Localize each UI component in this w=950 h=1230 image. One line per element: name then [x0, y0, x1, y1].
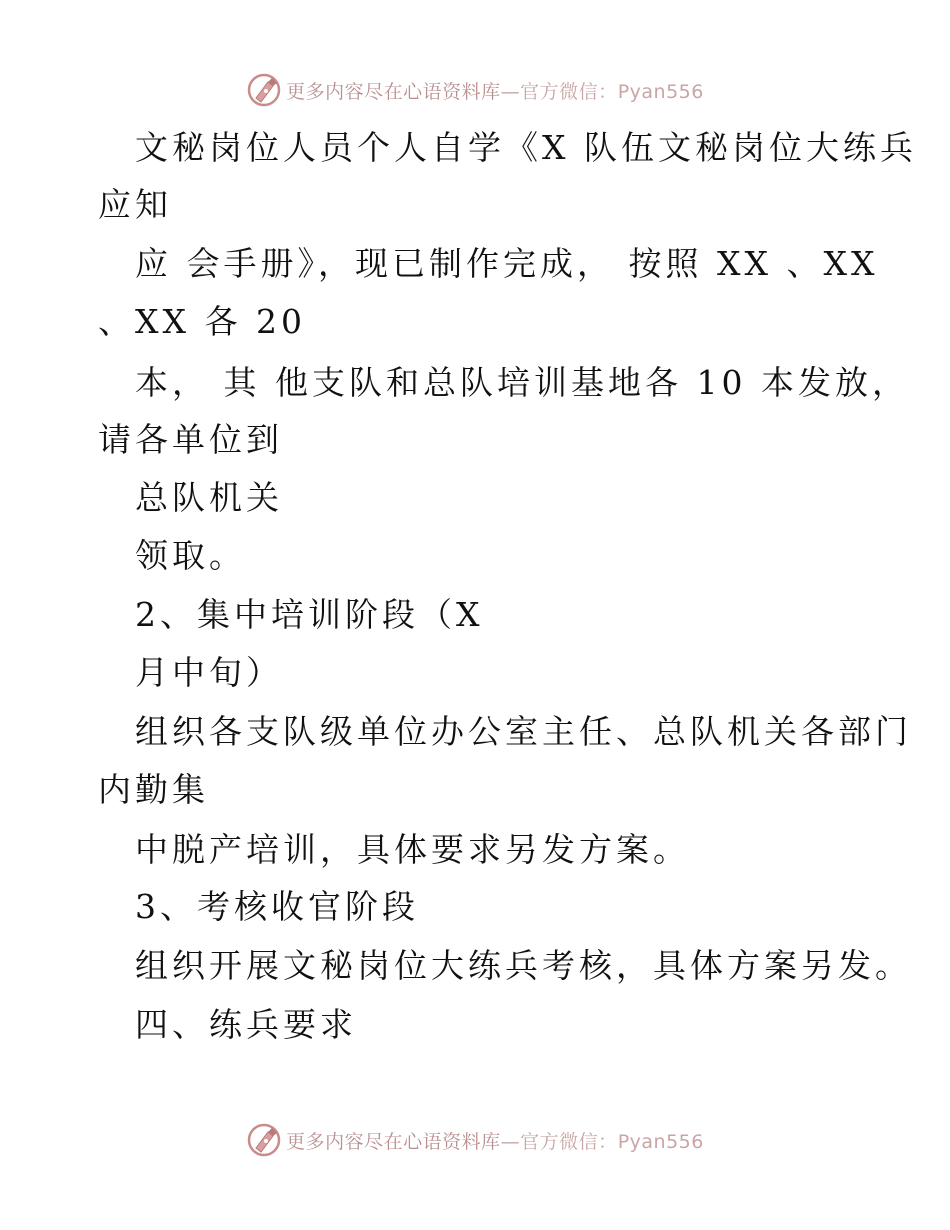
watermark-sub-text: —官方微信： — [500, 80, 618, 103]
paragraph-line: 应 会手册》，现已制作完成， 按照 XX 、XX — [135, 244, 879, 283]
watermark-main-text: 更多内容尽在心语资料库 — [286, 80, 501, 103]
watermark-sub-text: —官方微信： — [500, 1130, 618, 1153]
paragraph-line: 应知 — [98, 185, 172, 224]
paragraph-line: 领取。 — [135, 536, 246, 575]
paragraph-line: 月中旬） — [135, 653, 283, 692]
paragraph-line: 组织开展文秘岗位大练兵考核，具体方案另发。 — [135, 946, 912, 985]
section-heading: 2、集中培训阶段（X — [135, 595, 484, 634]
watermark-id-text: Pyan556 — [617, 80, 704, 103]
watermark-id-text: Pyan556 — [617, 1130, 704, 1153]
watermark-text — [286, 77, 704, 104]
watermark-main-text: 更多内容尽在心语资料库 — [286, 1130, 501, 1153]
paragraph-line: 中脱产培训，具体要求另发方案。 — [135, 830, 690, 869]
paragraph-line: 、XX 各 20 — [98, 302, 306, 341]
paragraph-line: 请各单位到 — [98, 420, 283, 459]
paragraph-line: 内勤集 — [98, 770, 209, 809]
pen-nib-logo-icon — [246, 72, 282, 108]
watermark-text — [286, 1127, 704, 1154]
header-watermark — [0, 70, 950, 110]
paragraph-line: 总队机关 — [135, 478, 283, 517]
footer-watermark — [0, 1120, 950, 1160]
paragraph-line: 文秘岗位人员个人自学《X 队伍文秘岗位大练兵 — [135, 128, 917, 167]
pen-nib-logo-icon — [246, 1122, 282, 1158]
paragraph-line: 本， 其 他支队和总队培训基地各 10 本发放， — [135, 363, 909, 402]
paragraph-line: 组织各支队级单位办公室主任、总队机关各部门 — [135, 712, 912, 751]
section-heading: 四、练兵要求 — [135, 1005, 357, 1044]
section-heading: 3、考核收官阶段 — [135, 887, 419, 926]
